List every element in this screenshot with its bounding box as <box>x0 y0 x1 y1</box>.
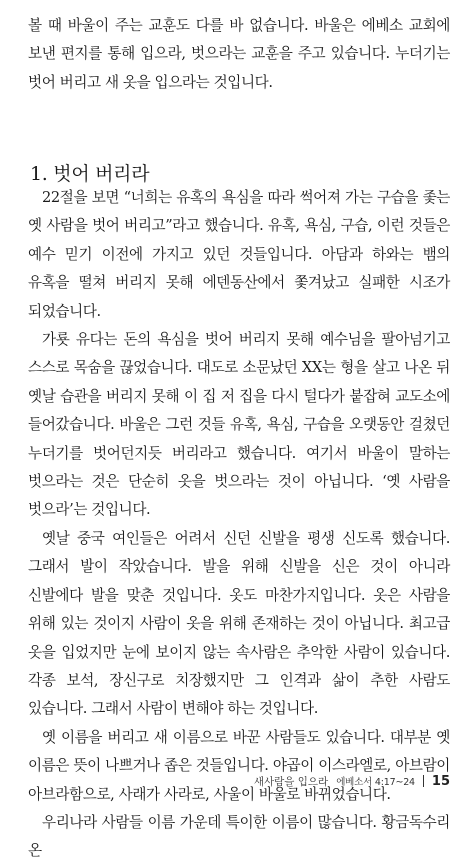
body-paragraph-4: 옛 이름을 버리고 새 이름으로 바꾼 사람들도 있습니다. 대부분 옛 이름은 뜻이 나쁘거나 좁은 것들입니다. 야곱이 이스라엘로, 아브람이 아브라함으로, 사래가 사라로, 사울이 바울로 바뀌었습니다. <box>28 728 450 803</box>
body-paragraph-3: 옛날 중국 여인들은 어려서 신던 신발을 평생 신도록 했습니다. 그래서 발이 작았습니다. 발을 위해 신발을 신은 것이 아니라 신발에다 발을 맞춘 것입니다. 옷도 마찬가지입니다. 옷은 사람을 위해 있는 것이지 사람이 옷을 위해 존재하는 것이 아닙니다. 최고급 옷을 입었지만 눈에 보이지 않는 속사람은 추악한 사람이 있습니다. 각종 보석, 장신구로 치장했지만 그 인격과 삶이 추한 사람도 있습니다. 그래서 사람이 변해야 하는 것입니다. <box>28 529 450 718</box>
body-paragraph-2: 가룟 유다는 돈의 욕심을 벗어 버리지 못해 예수님을 팔아넘기고 스스로 목숨을 끊었습니다. 대도로 소문났던 XX는 형을 살고 나온 뒤 옛날 습관을 버리지 못해 이 집 저 집을 다시 털다가 붙잡혀 교도소에 들어갔습니다. 바울은 그런 것들 유혹, 욕심, 구습을 오랫동안 걸쳤던 누더기를 벗어던지듯 버리라고 했습니다. 여기서 바울이 말하는 벗으라는 것은 단순히 옷을 벗으라는 것이 아닙니다. ‘옛 사람을 벗으라’는 것입니다. <box>28 331 450 519</box>
footer-divider <box>423 775 424 787</box>
body-paragraph-5: 우리나라 사람들 이름 가운데 특이한 이름이 많습니다. 황금독수리 온 <box>28 813 450 860</box>
intro-text-block <box>28 12 450 97</box>
page-number: 15 <box>431 773 450 789</box>
section-heading: 1. 벗어 버리라 <box>30 162 150 185</box>
body-paragraph-1: 22절을 보면 “너희는 유혹의 욕심을 따라 썩어져 가는 구습을 좇는 옛 사람을 벗어 버리고”라고 했습니다. 유혹, 욕심, 구습, 이런 것들은 예수 믿기 이전에 가지고 있던 것들입니다. 아담과 하와는 뱀의 유혹을 떨쳐 버리지 못해 에덴동산에서 쫓겨났고 실패한 시조가 되었습니다. <box>28 189 450 320</box>
page-footer <box>254 772 450 790</box>
intro-paragraph: 볼 때 바울이 주는 교훈도 다를 바 없습니다. 바울은 에베소 교회에 보낸 편지를 통해 입으라, 벗으라는 교훈을 주고 있습니다. 누더기는 벗어 버리고 새 옷을 입으라는 것입니다. <box>28 17 450 91</box>
footer-sermon-title: 새사람을 입으라 <box>253 775 329 788</box>
section-body <box>28 184 450 866</box>
footer-scripture-reference: 에베소서 4:17~24 <box>336 777 415 788</box>
